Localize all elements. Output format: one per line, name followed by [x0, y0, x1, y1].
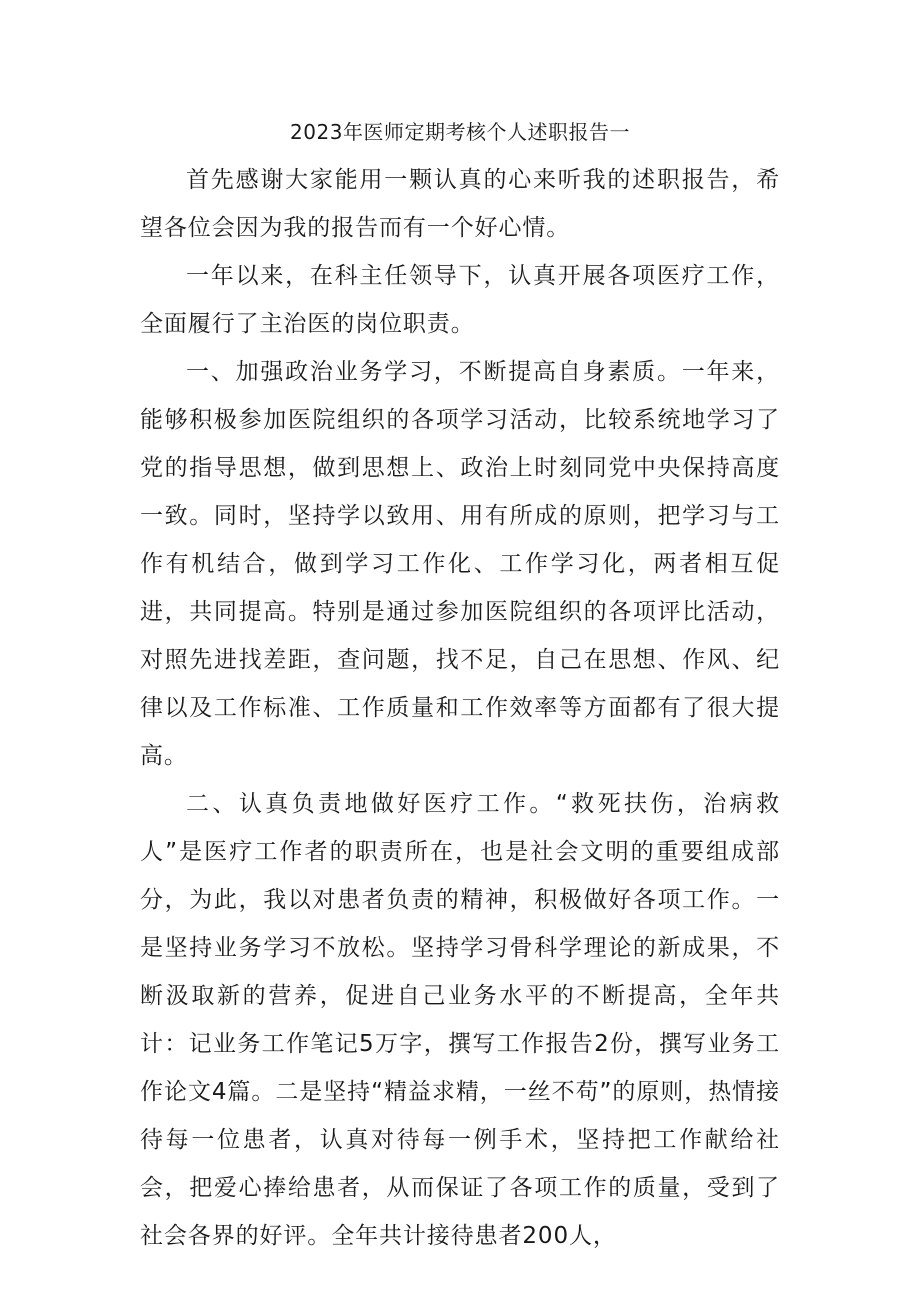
paragraph-section-1: 一、加强政治业务学习，不断提高自身素质。一年来，能够积极参加医院组织的各项学习活动，比较系统地学习了党的指导思想，做到思想上、政治上时刻同党中央保持高度一致。同时，坚持学以致用、用有所成的原则，把学习与工作有机结合，做到学习工作化、工作学习化，两者相互促进，共同提高。特别是通过参加医院组织的各项评比活动，对照先进找差距，查问题，找不足，自己在思想、作风、纪律以及工作标准、工作质量和工作效率等方面都有了很大提高。 [140, 359, 780, 769]
paragraph-overview: 一年以来，在科主任领导下，认真开展各项医疗工作，全面履行了主治医的岗位职责。 [140, 263, 780, 337]
paragraph-intro: 首先感谢大家能用一颗认真的心来听我的述职报告，希望各位会因为我的报告而有一个好心情。 [140, 167, 780, 241]
document-title: 2023年医师定期考核个人述职报告一 [290, 120, 630, 144]
paragraph-section-2: 二、认真负责地做好医疗工作。“救死扶伤，治病救人”是医疗工作者的职责所在，也是社会文明的重要组成部分，为此，我以对患者负责的精神，积极做好各项工作。一是坚持业务学习不放松。坚持学习骨科学理论的新成果，不断汲取新的营养，促进自己业务水平的不断提高，全年共计：记业务工作笔记5万字，撰写工作报告2份，撰写业务工作论文4篇。二是坚持“精益求精，一丝不苟”的原则，热情接待每一位患者，认真对待每一例手术，坚持把工作献给社会，把爱心捧给患者，从而保证了各项工作的质量，受到了社会各界的好评。全年共计接待患者200人， [140, 791, 780, 1249]
document-body [140, 156, 780, 1260]
